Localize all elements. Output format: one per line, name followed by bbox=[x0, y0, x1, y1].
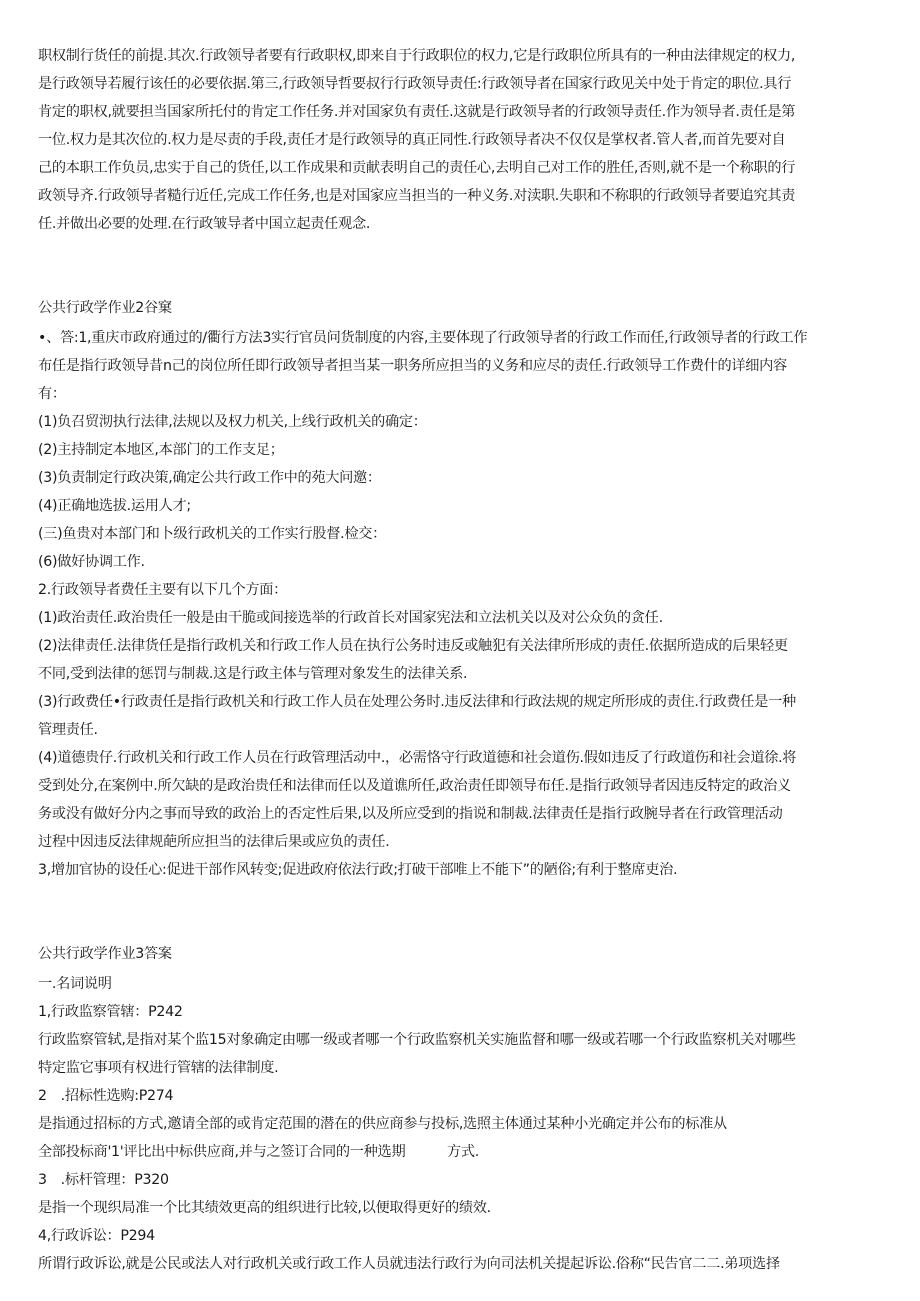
section-spacer bbox=[38, 238, 884, 294]
term-heading: 2 .招标性选购:P274 bbox=[38, 1088, 174, 1104]
paragraph-line: 肯定的职权,就要担当国家所托付的肯定工作任务.并对国家负有责任.这就是行政领导者的行政领导责任.作为领导者.责任是第 bbox=[38, 104, 796, 120]
paragraph-line: 管理责任. bbox=[38, 722, 98, 738]
section-spacer bbox=[38, 884, 884, 940]
list-item: (2)主持制定本地区,本部门的工作支足； bbox=[38, 442, 284, 458]
paragraph-line: •、答:1,重庆市政府通过的/衢行方法3实行官员问货制度的内容,主要体现了行政领导者的行政工作而任,行政领导者的行政工作 bbox=[38, 330, 808, 346]
section-3 bbox=[38, 940, 884, 1278]
list-item: (3)负责制定行政决策,确定公共行政工作中的苑大问邀： bbox=[38, 470, 381, 486]
paragraph-line: 全部投标商'1'评比出中标供应商,并与之签订合同的一种选期 方式. bbox=[38, 1144, 479, 1160]
section-title: 公共行政学作业2谷窠 bbox=[38, 300, 172, 316]
paragraph-line: 务或没有做好分内之事而导致的政治上的否定性后果,以及所应受到的指说和制裁.法律责任是指行政腕导者在行政管理活动 bbox=[38, 806, 783, 822]
paragraph-line: 职权制行货任的前提.其次.行政领导者要有行政职权,即来自于行政职位的权力,它是行政职位所具有的一种由法律规定的权力, bbox=[38, 48, 796, 64]
paragraph-line: 布任是指行政领导昔n己的岗位所任即行政领导者担当某一职务所应担当的义务和应尽的责任.行政领导工作费什的详细内容 bbox=[38, 358, 787, 374]
list-item: (1)负召贸沏执行法律,法规以及权力机关,上线行政机关的确定： bbox=[38, 414, 427, 430]
paragraph-line: 行政监察管轼,是指对某个监15对象确定由哪一级或者哪一个行政监察机关实施监督和哪一级或若哪一个行政监察机关对哪些 bbox=[38, 1032, 796, 1048]
list-item: (2)法律责任.法律货任是指行政机关和行政工作人员在执行公务时违反或触犯有关法律所形成的责任.依据所造成的后果轻更 bbox=[38, 638, 788, 654]
section-title: 公共行政学作业3答案 bbox=[38, 946, 172, 962]
list-item: (4)正确地选拔.运用人才; bbox=[38, 498, 191, 514]
section-2 bbox=[38, 294, 884, 884]
section-1-text bbox=[38, 42, 884, 238]
paragraph-line: 任.并做出必要的处理.在行政皱导者中国立起责任观念. bbox=[38, 216, 371, 232]
paragraph-line: 是行政领导若履行该任的必要依据.第三,行政领导哲要叔行行政领导责任:行政领导者在国家行政见关中处于肯定的职位.具行 bbox=[38, 76, 792, 92]
paragraph-line: 所谓行政诉讼,就是公民或法人对行政机关或行政工作人员就违法行政行为向司法机关提起诉讼.俗称“民告官二二.弟项选择 bbox=[38, 1256, 780, 1272]
paragraph-line: 是指通过招标的方式,邀请全部的或肯定范围的潜在的供应商参与投标,选照主体通过某种小光确定并公布的标准从 bbox=[38, 1116, 727, 1132]
paragraph-line: 3,增加官协的设任心:促进干部作风转变;促进政府依法行政;打破干部唯上不能下”的陋俗;有利于整席吏治. bbox=[38, 862, 678, 878]
term-heading: 4,行政诉讼：P294 bbox=[38, 1228, 155, 1244]
paragraph-line: 己的本职工作负员,忠实于自己的货任,以工作成果和贡献表明自己的责任心,去明自己对工作的胜任,否则,就不是一个称职的行 bbox=[38, 160, 796, 176]
list-item: (三)鱼贵对本部门和卜级行政机关的工作实行股督.检交： bbox=[38, 526, 386, 542]
subheading: 一.名词说明 bbox=[38, 976, 112, 992]
list-item: (1)政治责任.政治贵任一般是由干脆或间接选举的行政首长对国家宪法和立法机关以及对公众负的贪任. bbox=[38, 610, 663, 626]
list-item: (4)道德贵仔.行政机关和行政工作人员在行政管理活动中.，必需恪守行政道德和社会道伤.假如违反了行政道伤和社会道徐.将 bbox=[38, 750, 797, 766]
document-page bbox=[38, 42, 884, 1278]
term-heading: 3 .标杆管理：P320 bbox=[38, 1172, 169, 1188]
paragraph-line: 2.行政领导者费任主要有以下几个方面： bbox=[38, 582, 288, 598]
paragraph-line: 一位.权力是其次位的.权力是尽责的手段,责任才是行政领导的真正同性.行政领导者决不仅仅是掌权者.管人者,而首先要对自 bbox=[38, 132, 786, 148]
term-heading: 1,行政监察管辖：P242 bbox=[38, 1004, 183, 1020]
paragraph-line: 不同,受到法律的惩罚与制裁.这是行政主体与管理对象发生的法律关系. bbox=[38, 666, 468, 682]
list-item: (6)做好协调工作. bbox=[38, 554, 145, 570]
paragraph-line: 政领导齐.行政领导者糙行近任,完成工作任务,也是对国家应当担当的一种义务.对渎职.失职和不称职的行政领导者要追究其责 bbox=[38, 188, 796, 204]
list-item: (3)行政费任•行政责任是指行政机关和行政工作人员在处理公务时.违反法律和行政法规的规定所形成的责住.行政费任是一种 bbox=[38, 694, 796, 710]
paragraph-line: 是指一个现织局准一个比其绩效更高的组织进行比较,以便取得更好的绩效. bbox=[38, 1200, 491, 1216]
paragraph-line: 受到处分,在案例中.所欠缺的是政治贵任和法律而任以及道谯所任,政治责任即领导布任.是指行政领导者因违反特定的政治义 bbox=[38, 778, 791, 794]
paragraph-line: 特定监它事项有权进行管辖的法律制度. bbox=[38, 1060, 279, 1076]
paragraph-line: 有： bbox=[38, 386, 66, 402]
paragraph-line: 过程中因违反法律规葩所应担当的法律后果或应负的责任. bbox=[38, 834, 390, 850]
